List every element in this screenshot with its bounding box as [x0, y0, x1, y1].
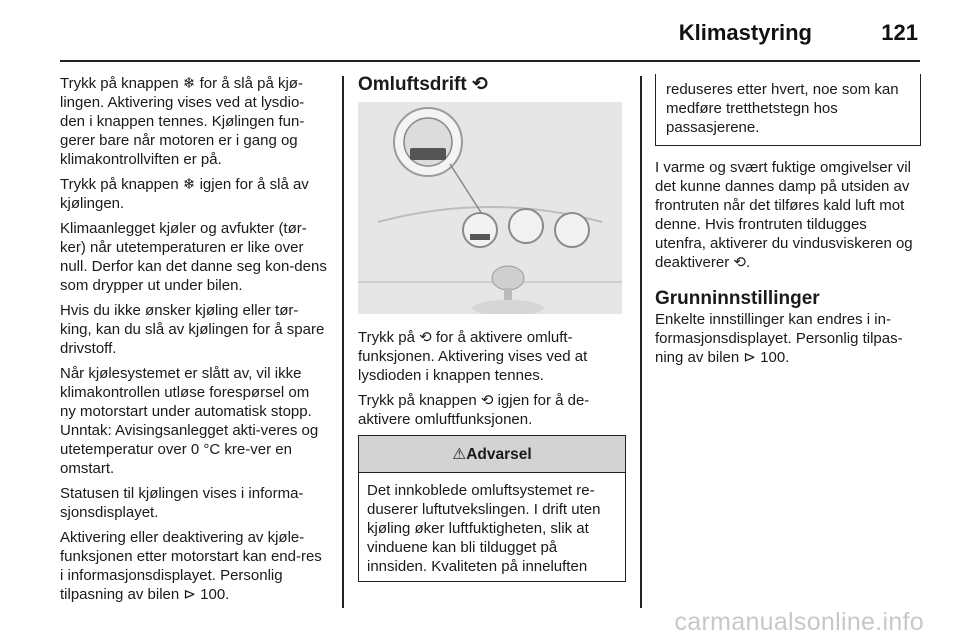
column-2 [358, 74, 626, 582]
paragraph: Aktivering eller deaktivering av kjøle-funksjonen etter motorstart kan end-res i informasjonsdisplayet. Personlig tilpasning av bilen ⊳ 100. [60, 529, 322, 603]
paragraph: Statusen til kjølingen vises i informa-sjonsdisplayet. [60, 485, 304, 521]
column-divider-left [342, 76, 344, 608]
watermark: carmanualsonline.info [674, 608, 924, 636]
paragraph: Trykk på knappen ❄ igjen for å slå av kjølingen. [60, 176, 309, 212]
warning-box-continued: reduseres etter hvert, noe som kan medføre tretthetstegn hos passasjerene. [655, 74, 921, 146]
paragraph: Klimaanlegget kjøler og avfukter (tør-ker) når utetemperaturen er like over null. Derfor kan det danne seg kon-dens som drypper ut under bilen. [60, 220, 327, 294]
column-1 [60, 74, 328, 610]
warning-text: Det innkoblede omluftsystemet re-duserer luftutvekslingen. I drift uten kjøling øker luftfuktigheten, slik at vinduene kan bli tildugget på innsiden. Kvaliteten på inneluften [367, 482, 601, 575]
warning-box [358, 435, 626, 582]
page-number: 121 [881, 20, 918, 45]
page-title: Klimastyring [678, 20, 812, 45]
paragraph: Enkelte innstillinger kan endres i in-formasjonsdisplayet. Personlig tilpas-ning av bilen ⊳ 100. [655, 311, 903, 366]
paragraph: Trykk på knappen ⟲ igjen for å de-aktivere omluftfunksjonen. [358, 392, 590, 428]
paragraph: Trykk på ⟲ for å aktivere omluft-funksjonen. Aktivering vises ved at lysdioden i knappen tennes. [358, 329, 588, 384]
section-heading-basic-settings: Grunninnstillinger [655, 288, 820, 309]
paragraph: Trykk på knappen ❄ for å slå på kjø-lingen. Aktivering vises ved at lysdio-den i knappen tennes. Kjølingen fun-gerer bare når motoren er i gang og klimakontrollviften er på. [60, 75, 305, 168]
warning-title: ⚠Advarsel [359, 436, 625, 473]
paragraph: Hvis du ikke ønsker kjøling eller tør-king, kan du slå av kjølingen for å spare drivstoff. [60, 302, 325, 357]
paragraph: Når kjølesystemet er slått av, vil ikke klimakontrollen utløse forespørsel om ny motorstart under automatisk stopp. Unntak: Avisingsanlegget akti-veres og utetemperatur over 0 °C kre-ver en omstart. [60, 365, 319, 477]
section-heading-recirculation: Omluftsdrift ⟲ [358, 74, 488, 95]
dashboard-illustration [358, 102, 622, 314]
column-3 [655, 0, 921, 373]
paragraph: I varme og svært fuktige omgivelser vil det kunne dannes damp på utsiden av frontruten når det tilføres kald luft mot denne. Hvis frontruten tildugges utenfra, aktiverer du vindusviskeren og deaktiverer ⟲. [655, 159, 913, 271]
column-divider-right [640, 76, 642, 608]
